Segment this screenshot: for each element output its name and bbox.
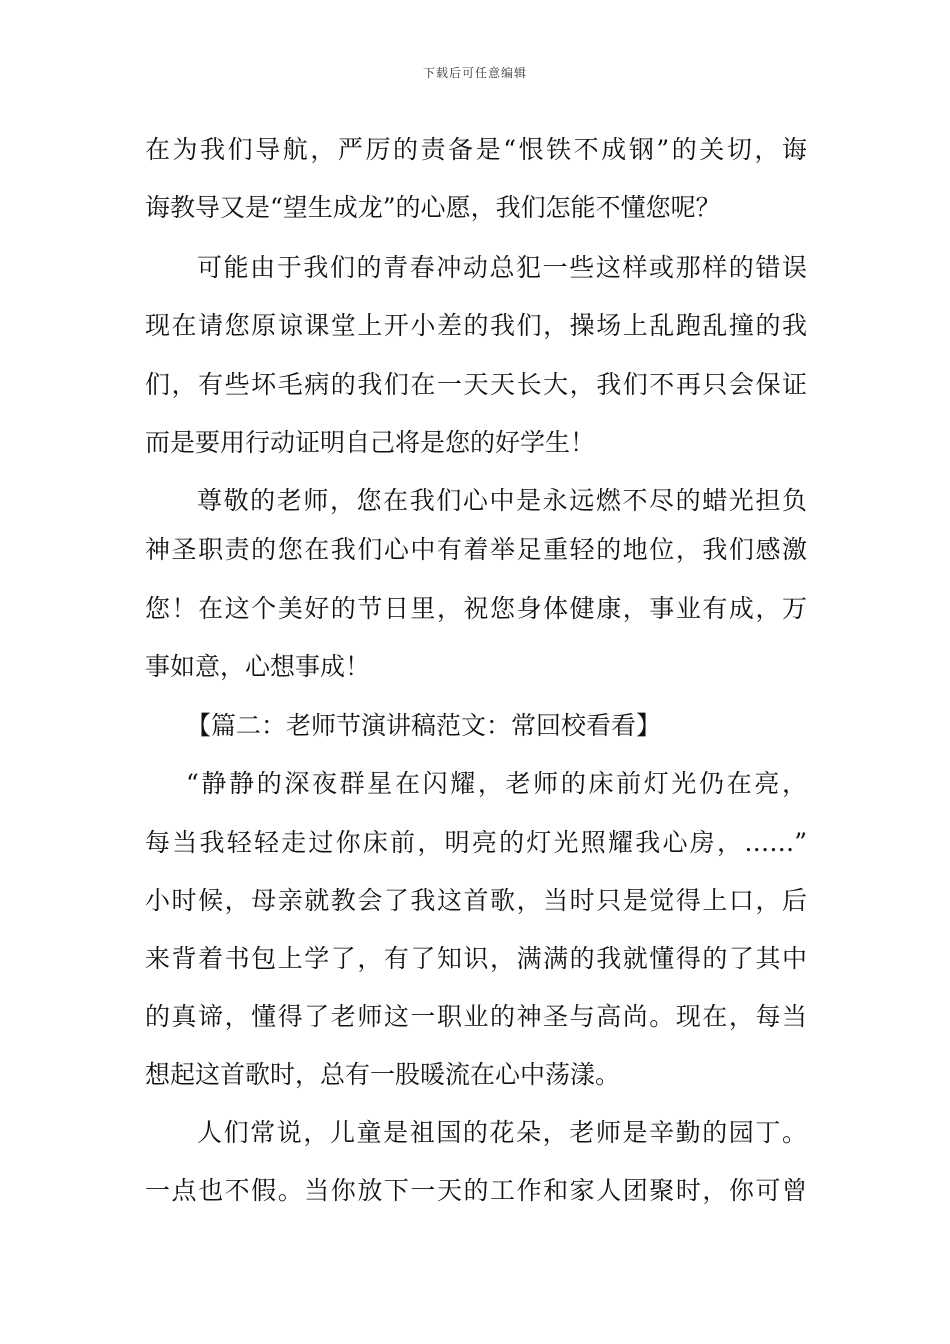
text-line: 们，有些坏毛病的我们在一天天长大，我们不再只会保证 xyxy=(145,370,807,399)
text-line: 神圣职责的您在我们心中有着举足重轻的地位，我们感激 xyxy=(145,535,807,564)
text-line: 而是要用行动证明自己将是您的好学生！ xyxy=(145,428,596,457)
section-heading: 【篇二：老师节演讲稿范文：常回校看看】 xyxy=(186,711,662,740)
text-line: 事如意，心想事成！ xyxy=(145,652,371,681)
text-line: 来背着书包上学了，有了知识，满满的我就懂得的了其中 xyxy=(145,944,807,973)
text-line: 现在请您原谅课堂上开小差的我们，操场上乱跑乱撞的我 xyxy=(145,311,807,340)
page-header: 下载后可任意编辑 xyxy=(422,66,527,80)
text-line: 在为我们导航，严厉的责备是“恨铁不成钢”的关切，诲 xyxy=(145,135,807,164)
text-line: 的真谛，懂得了老师这一职业的神圣与高尚。现在，每当 xyxy=(145,1002,807,1031)
text-line: “静静的深夜群星在闪耀，老师的床前灯光仍在亮， xyxy=(186,769,807,798)
text-line: 诲教导又是“望生成龙”的心愿，我们怎能不懂您呢？ xyxy=(145,193,721,222)
text-line: 每当我轻轻走过你床前，明亮的灯光照耀我心房，……” xyxy=(145,828,807,857)
text-line: 尊敬的老师，您在我们心中是永远燃不尽的蜡光担负 xyxy=(197,486,807,515)
text-line: 想起这首歌时，总有一股暖流在心中荡漾。 xyxy=(145,1060,621,1089)
text-line: 人们常说，儿童是祖国的花朵，老师是辛勤的园丁。 xyxy=(197,1118,807,1147)
text-line: 一点也不假。当你放下一天的工作和家人团聚时，你可曾 xyxy=(145,1176,807,1205)
text-line: 可能由于我们的青春冲动总犯一些这样或那样的错误 xyxy=(197,253,807,282)
text-line: 小时候，母亲就教会了我这首歌，当时只是觉得上口，后 xyxy=(145,886,807,915)
text-line: 您！在这个美好的节日里，祝您身体健康，事业有成，万 xyxy=(145,594,807,623)
